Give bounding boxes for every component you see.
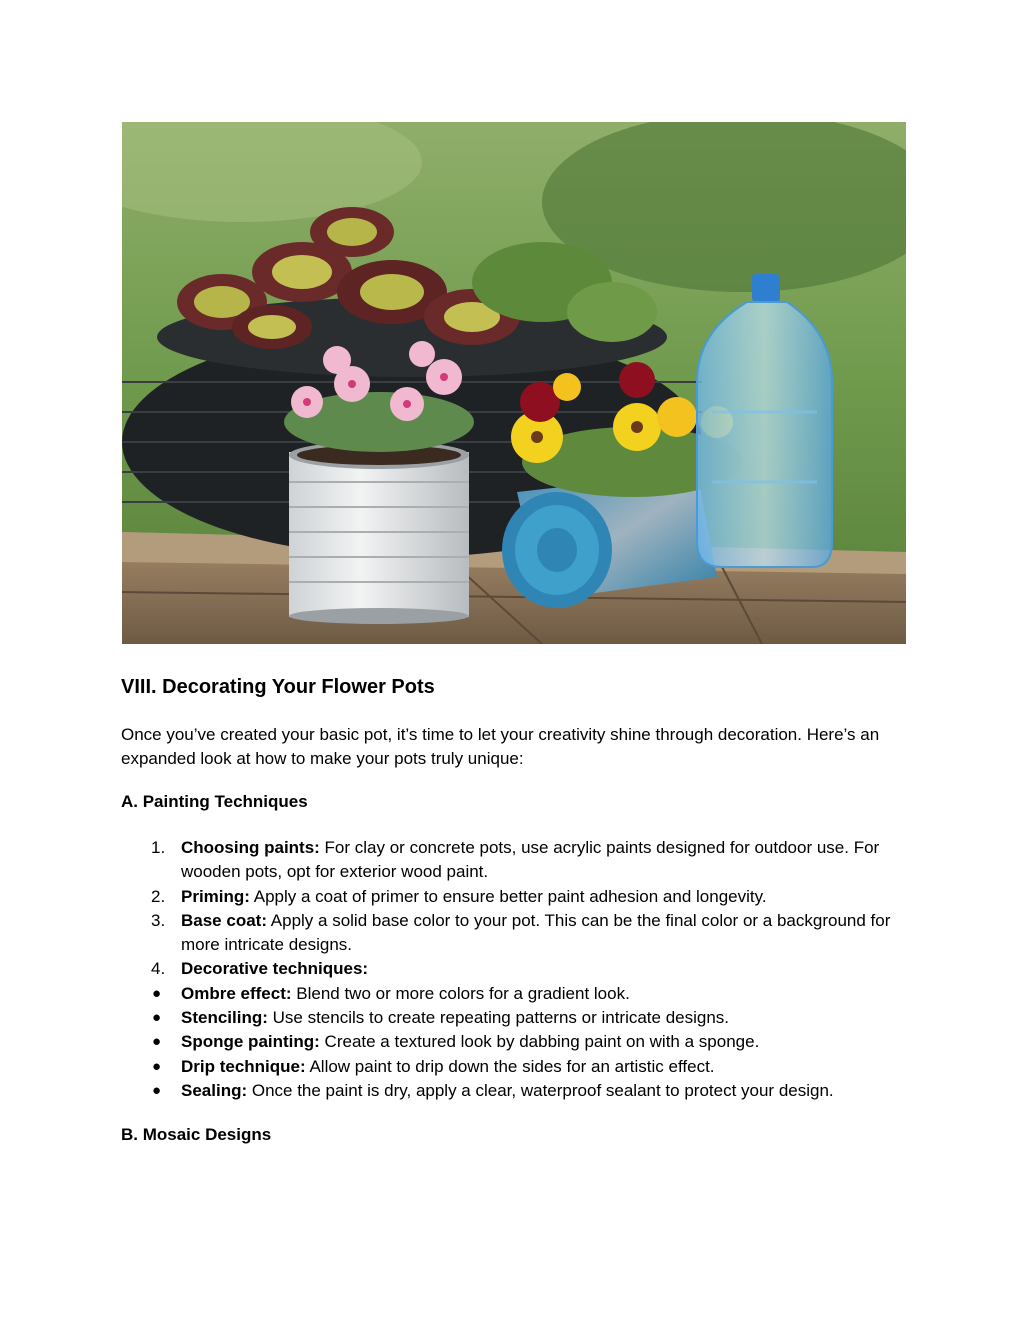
item-label: Drip technique:: [181, 1056, 306, 1076]
list-marker: 2.: [151, 886, 166, 906]
item-label: Decorative techniques:: [181, 959, 369, 979]
section-title: VIII. Decorating Your Flower Pots: [121, 676, 435, 698]
item-text: Use stencils to create repeating patterns or intricate designs.: [267, 1008, 730, 1028]
item-label: Stenciling:: [181, 1008, 268, 1028]
bullet-marker: ●: [152, 1009, 162, 1027]
item-label: Base coat:: [181, 910, 267, 930]
list-item: [0, 885, 921, 909]
list-marker: 1.: [151, 838, 166, 857]
subsection-b-title: B. Mosaic Designs: [121, 1125, 272, 1144]
item-label: Choosing paints:: [181, 838, 320, 857]
list-item: [0, 1055, 921, 1079]
list-item: [0, 1030, 921, 1054]
intro-paragraph: Once you’ve created your basic pot, it’s time to let your creativity shine through decoration. Here’s an expanded look at how to make your pots truly unique:: [121, 725, 880, 768]
item-label: Sponge painting:: [181, 1032, 320, 1052]
list-item: [0, 1079, 921, 1103]
list-item: [0, 957, 921, 981]
item-text: Allow paint to drip down the sides for an artistic effect.: [305, 1056, 715, 1076]
list-item: [0, 982, 921, 1006]
bullet-marker: ●: [152, 1081, 162, 1099]
list-item: [0, 909, 921, 958]
bullet-marker: ●: [152, 984, 162, 1002]
list-marker: 4.: [151, 959, 166, 979]
bullet-marker: ●: [152, 1033, 162, 1051]
subsection-a-title: A. Painting Techniques: [121, 792, 308, 811]
item-label: Sealing:: [181, 1080, 248, 1100]
list-item: [0, 836, 921, 885]
item-text: Apply a solid base color to your pot. This can be the final color or a background for more intricate designs.: [181, 910, 891, 955]
list-marker: 3.: [151, 910, 166, 930]
item-text: Create a textured look by dabbing paint on with a sponge.: [319, 1032, 760, 1052]
painting-techniques-list: [0, 836, 1024, 1103]
item-label: Ombre effect:: [181, 983, 292, 1003]
item-text: For clay or concrete pots, use acrylic paints designed for outdoor use. For wooden pots, opt for exterior wood paint.: [181, 838, 880, 882]
hero-photo: [122, 122, 906, 644]
item-text: Apply a coat of primer to ensure better paint adhesion and longevity.: [249, 886, 767, 906]
list-item: [0, 1006, 921, 1030]
item-label: Priming:: [181, 886, 250, 906]
bullet-marker: ●: [152, 1057, 162, 1075]
item-text: Once the paint is dry, apply a clear, waterproof sealant to protect your design.: [247, 1080, 834, 1100]
item-text: Blend two or more colors for a gradient look.: [291, 983, 630, 1003]
